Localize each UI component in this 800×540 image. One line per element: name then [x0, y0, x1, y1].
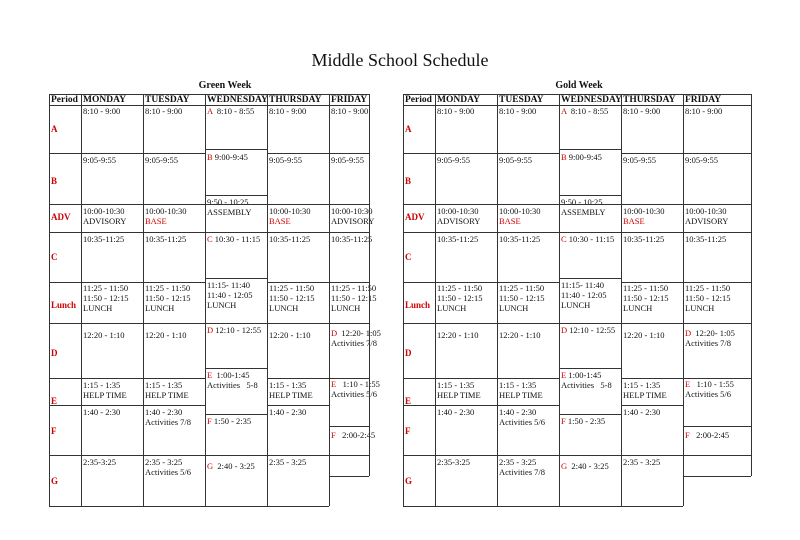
wednesday-cell-text: 1:50 - 2:35	[567, 416, 606, 426]
period-letter: B	[207, 152, 213, 162]
tuesday-cell: 2:35 - 3:25 Activities 5/6	[145, 457, 192, 477]
table-rule	[403, 94, 404, 506]
tuesday-cell: 1:40 - 2:30 Activities 5/6	[499, 407, 546, 427]
table-rule	[621, 282, 751, 283]
tuesday-cell: 12:20 - 1:10	[145, 330, 187, 340]
monday-cell: 12:20 - 1:10	[437, 330, 479, 340]
table-rule	[49, 204, 369, 205]
wednesday-cell	[207, 280, 253, 310]
table-rule	[403, 405, 559, 406]
wednesday-cell	[561, 416, 605, 426]
friday-cell-text: 2:00-2:45	[696, 430, 730, 440]
tuesday-cell: 1:40 - 2:30 Activities 7/8	[145, 407, 192, 427]
table-rule	[49, 153, 205, 154]
wednesday-cell	[561, 152, 602, 162]
table-rule	[267, 282, 369, 283]
table-rule	[403, 105, 751, 106]
table-rule	[403, 282, 559, 283]
table-rule	[621, 153, 751, 154]
wednesday-cell-text: 1:50 - 2:35	[213, 416, 252, 426]
table-rule	[267, 94, 268, 506]
period-letter: E	[561, 370, 567, 380]
friday-cell: 11:25 - 11:50 11:50 - 12:15 LUNCH	[685, 283, 731, 313]
header-wednesday: WEDNESDAY	[561, 95, 622, 105]
monday-cell: 9:05-9:55	[83, 155, 117, 165]
table-rule	[329, 426, 369, 427]
friday-cell	[331, 379, 380, 399]
period-label: Lunch	[405, 300, 431, 310]
table-rule	[267, 153, 369, 154]
friday-cell-text: 2:00-2:45	[342, 430, 376, 440]
header-tuesday: TUESDAY	[145, 95, 190, 105]
table-rule	[49, 94, 50, 506]
header-thursday: THURSDAY	[623, 95, 676, 105]
wednesday-cell-text: 9:50 - 10:25 ASSEMBLY	[561, 197, 606, 217]
table-rule	[49, 232, 369, 233]
thursday-cell: 8:10 - 9:00	[269, 106, 307, 116]
wednesday-cell-text: 11:15- 11:40 11:40 - 12:05 LUNCH	[207, 280, 253, 310]
week-title: Green Week	[198, 80, 252, 91]
thursday-cell: 12:20 - 1:10	[623, 330, 665, 340]
header-period: Period	[51, 95, 78, 105]
header-wednesday: WEDNESDAY	[207, 95, 268, 105]
wednesday-cell	[207, 325, 261, 335]
wednesday-cell	[561, 325, 615, 335]
wednesday-cell-text: 1:00-1:45 Activities 5-8	[561, 370, 612, 390]
table-rule	[49, 105, 369, 106]
table-rule	[49, 405, 205, 406]
friday-cell: 10:35-11:25	[331, 234, 373, 244]
period-letter: B	[561, 152, 567, 162]
monday-cell: 2:35-3:25	[83, 457, 117, 467]
wednesday-cell-text: 2:40 - 3:25	[571, 461, 609, 471]
monday-cell: 1:15 - 1:35 HELP TIME	[83, 380, 127, 400]
period-label: D	[405, 348, 412, 358]
period-letter: C	[207, 234, 213, 244]
table-rule	[621, 405, 683, 406]
wednesday-cell-text: 1:00-1:45 Activities 5-8	[207, 370, 258, 390]
table-rule	[143, 94, 144, 506]
table-rule	[559, 368, 621, 369]
tuesday-cell: 1:15 - 1:35 HELP TIME	[145, 380, 189, 400]
monday-cell: 1:15 - 1:35 HELP TIME	[437, 380, 481, 400]
header-monday: MONDAY	[437, 95, 480, 105]
tuesday-cell: BASE	[499, 216, 521, 226]
period-letter: C	[561, 234, 567, 244]
table-rule	[683, 426, 751, 427]
period-letter: D	[685, 328, 692, 338]
tuesday-cell: 11:25 - 11:50 11:50 - 12:15 LUNCH	[145, 283, 191, 313]
thursday-cell: BASE	[623, 216, 645, 226]
monday-cell: 11:25 - 11:50 11:50 - 12:15 LUNCH	[83, 283, 129, 313]
tuesday-cell: 9:05-9:55	[145, 155, 179, 165]
table-rule	[205, 414, 267, 415]
page-title: Middle School Schedule	[311, 50, 489, 70]
period-label: E	[51, 396, 58, 406]
tuesday-cell: 2:35 - 3:25 Activities 7/8	[499, 457, 546, 477]
wednesday-cell	[207, 106, 254, 116]
wednesday-cell	[207, 197, 252, 217]
monday-cell: 11:25 - 11:50 11:50 - 12:15 LUNCH	[437, 283, 483, 313]
wednesday-cell-text: 11:15- 11:40 11:40 - 12:05 LUNCH	[561, 280, 607, 310]
thursday-cell: 1:15 - 1:35 HELP TIME	[623, 380, 667, 400]
monday-cell: 10:35-11:25	[437, 234, 479, 244]
wednesday-cell-text: 9:00-9:45	[568, 152, 602, 162]
wednesday-cell-text: 8:10 - 8:55	[570, 106, 609, 116]
table-rule	[205, 368, 267, 369]
friday-cell-text: 1:10 - 1:55 Activities 5/6	[685, 379, 734, 399]
table-rule	[683, 94, 684, 506]
thursday-cell: 8:10 - 9:00	[623, 106, 661, 116]
header-tuesday: TUESDAY	[499, 95, 544, 105]
table-rule	[205, 278, 267, 279]
tuesday-cell: 10:35-11:25	[145, 234, 187, 244]
wednesday-cell-text: 9:00-9:45	[214, 152, 248, 162]
wednesday-cell-text: 10:30 - 11:15	[214, 234, 261, 244]
monday-cell: 1:40 - 2:30	[437, 407, 475, 417]
period-label: F	[51, 426, 57, 436]
wednesday-cell	[561, 280, 607, 310]
monday-cell: 10:00-10:30 ADVISORY	[83, 206, 127, 226]
friday-cell	[331, 328, 381, 348]
period-label: F	[405, 426, 411, 436]
wednesday-cell	[207, 461, 255, 471]
table-rule	[403, 232, 751, 233]
header-friday: FRIDAY	[331, 95, 368, 105]
tuesday-cell: 8:10 - 9:00	[145, 106, 183, 116]
tuesday-cell: 10:00-10:30	[499, 206, 541, 216]
friday-cell: 8:10 - 9:00	[685, 106, 723, 116]
table-rule	[403, 94, 751, 95]
period-label: A	[405, 124, 412, 134]
friday-cell: 9:05-9:55	[331, 155, 365, 165]
thursday-cell: 2:35 - 3:25	[623, 457, 661, 467]
friday-cell	[685, 430, 729, 440]
monday-cell: 10:00-10:30 ADVISORY	[437, 206, 481, 226]
table-rule	[49, 378, 205, 379]
table-rule	[329, 94, 330, 506]
tuesday-cell: 9:05-9:55	[499, 155, 533, 165]
thursday-cell: 1:15 - 1:35 HELP TIME	[269, 380, 313, 400]
thursday-cell: 11:25 - 11:50 11:50 - 12:15 LUNCH	[623, 283, 669, 313]
period-letter: F	[207, 416, 212, 426]
wednesday-cell	[207, 370, 258, 390]
period-label: ADV	[51, 212, 71, 222]
table-rule	[49, 94, 369, 95]
period-letter: E	[685, 379, 691, 389]
table-rule	[751, 94, 752, 476]
period-letter: F	[685, 430, 690, 440]
thursday-cell: 10:35-11:25	[269, 234, 311, 244]
table-rule	[559, 195, 621, 196]
friday-cell	[685, 379, 734, 399]
thursday-cell: 12:20 - 1:10	[269, 330, 311, 340]
period-letter: A	[561, 106, 567, 116]
wednesday-cell	[561, 234, 614, 244]
table-rule	[49, 455, 369, 456]
week-title: Gold Week	[555, 80, 603, 91]
period-label: C	[405, 252, 412, 262]
table-rule	[403, 455, 751, 456]
wednesday-cell	[561, 370, 612, 390]
table-rule	[403, 506, 683, 507]
period-letter: A	[207, 106, 213, 116]
table-rule	[81, 94, 82, 506]
table-rule	[683, 476, 751, 477]
table-rule	[49, 282, 205, 283]
thursday-cell: 1:40 - 2:30	[269, 407, 307, 417]
table-rule	[435, 94, 436, 506]
thursday-cell: 9:05-9:55	[623, 155, 657, 165]
wednesday-cell	[561, 106, 608, 116]
tuesday-cell: 12:20 - 1:10	[499, 330, 541, 340]
thursday-cell: 1:40 - 2:30	[623, 407, 661, 417]
period-label: C	[51, 252, 58, 262]
wednesday-cell-text: 12:10 - 12:55	[569, 325, 616, 335]
period-label: D	[51, 348, 58, 358]
friday-cell-text: 1:10 - 1:55 Activities 5/6	[331, 379, 380, 399]
tuesday-cell: BASE	[145, 216, 167, 226]
table-rule	[559, 94, 560, 506]
table-rule	[369, 94, 370, 476]
period-letter: D	[561, 325, 568, 335]
table-rule	[403, 204, 751, 205]
period-letter: D	[207, 325, 214, 335]
table-rule	[621, 94, 622, 506]
monday-cell: 8:10 - 9:00	[437, 106, 475, 116]
wednesday-cell-text: 10:30 - 11:15	[568, 234, 615, 244]
monday-cell: 10:35-11:25	[83, 234, 125, 244]
period-letter: F	[331, 430, 336, 440]
friday-cell: 10:00-10:30 ADVISORY	[331, 206, 375, 226]
tuesday-cell: 8:10 - 9:00	[499, 106, 537, 116]
period-label: Lunch	[51, 300, 77, 310]
table-rule	[267, 378, 369, 379]
tuesday-cell: 11:25 - 11:50 11:50 - 12:15 LUNCH	[499, 283, 545, 313]
period-label: A	[51, 124, 58, 134]
period-label: ADV	[405, 212, 425, 222]
thursday-cell: 11:25 - 11:50 11:50 - 12:15 LUNCH	[269, 283, 315, 313]
monday-cell: 9:05-9:55	[437, 155, 471, 165]
table-rule	[49, 323, 369, 324]
wednesday-cell	[561, 197, 606, 217]
thursday-cell: 9:05-9:55	[269, 155, 303, 165]
period-letter: E	[331, 379, 337, 389]
thursday-cell: 10:35-11:25	[623, 234, 665, 244]
monday-cell: 8:10 - 9:00	[83, 106, 121, 116]
friday-cell: 8:10 - 9:00	[331, 106, 369, 116]
header-thursday: THURSDAY	[269, 95, 322, 105]
table-rule	[205, 94, 206, 506]
period-label: G	[405, 476, 413, 486]
period-letter: E	[207, 370, 213, 380]
thursday-cell: 2:35 - 3:25	[269, 457, 307, 467]
friday-cell: 10:00-10:30 ADVISORY	[685, 206, 729, 226]
table-rule	[497, 94, 498, 506]
friday-cell: 9:05-9:55	[685, 155, 719, 165]
header-monday: MONDAY	[83, 95, 126, 105]
wednesday-cell-text: 8:10 - 8:55	[216, 106, 255, 116]
wednesday-cell	[207, 152, 248, 162]
table-rule	[559, 414, 621, 415]
period-letter: G	[561, 461, 568, 471]
wednesday-cell	[207, 234, 260, 244]
tuesday-cell: 1:15 - 1:35 HELP TIME	[499, 380, 543, 400]
table-rule	[621, 378, 751, 379]
wednesday-cell-text: 2:40 - 3:25	[217, 461, 255, 471]
tuesday-cell: 10:35-11:25	[499, 234, 541, 244]
wednesday-cell	[207, 416, 251, 426]
friday-cell: 11:25 - 11:50 11:50 - 12:15 LUNCH	[331, 283, 377, 313]
table-rule	[267, 405, 329, 406]
table-rule	[403, 378, 559, 379]
table-rule	[403, 323, 751, 324]
thursday-cell: 10:00-10:30	[269, 206, 311, 216]
period-letter: F	[561, 416, 566, 426]
wednesday-cell-text: 12:10 - 12:55	[215, 325, 262, 335]
period-letter: G	[207, 461, 214, 471]
wednesday-cell	[561, 461, 609, 471]
friday-cell-text: 12:20- 1:05 Activities 7/8	[331, 328, 381, 348]
table-rule	[49, 506, 329, 507]
thursday-cell: BASE	[269, 216, 291, 226]
table-rule	[329, 476, 369, 477]
header-friday: FRIDAY	[685, 95, 722, 105]
table-rule	[559, 149, 621, 150]
thursday-cell: 10:00-10:30	[623, 206, 665, 216]
friday-cell: 10:35-11:25	[685, 234, 727, 244]
friday-cell-text: 12:20- 1:05 Activities 7/8	[685, 328, 735, 348]
period-label: E	[405, 396, 412, 406]
table-rule	[559, 278, 621, 279]
period-label: G	[51, 476, 59, 486]
monday-cell: 1:40 - 2:30	[83, 407, 121, 417]
table-rule	[205, 195, 267, 196]
period-letter: D	[331, 328, 338, 338]
tuesday-cell: 10:00-10:30	[145, 206, 187, 216]
table-rule	[205, 149, 267, 150]
table-rule	[403, 153, 559, 154]
period-label: B	[405, 176, 412, 186]
friday-cell	[685, 328, 735, 348]
monday-cell: 2:35-3:25	[437, 457, 471, 467]
period-label: B	[51, 176, 58, 186]
header-period: Period	[405, 95, 432, 105]
monday-cell: 12:20 - 1:10	[83, 330, 125, 340]
wednesday-cell-text: 9:50 - 10:25 ASSEMBLY	[207, 197, 252, 217]
